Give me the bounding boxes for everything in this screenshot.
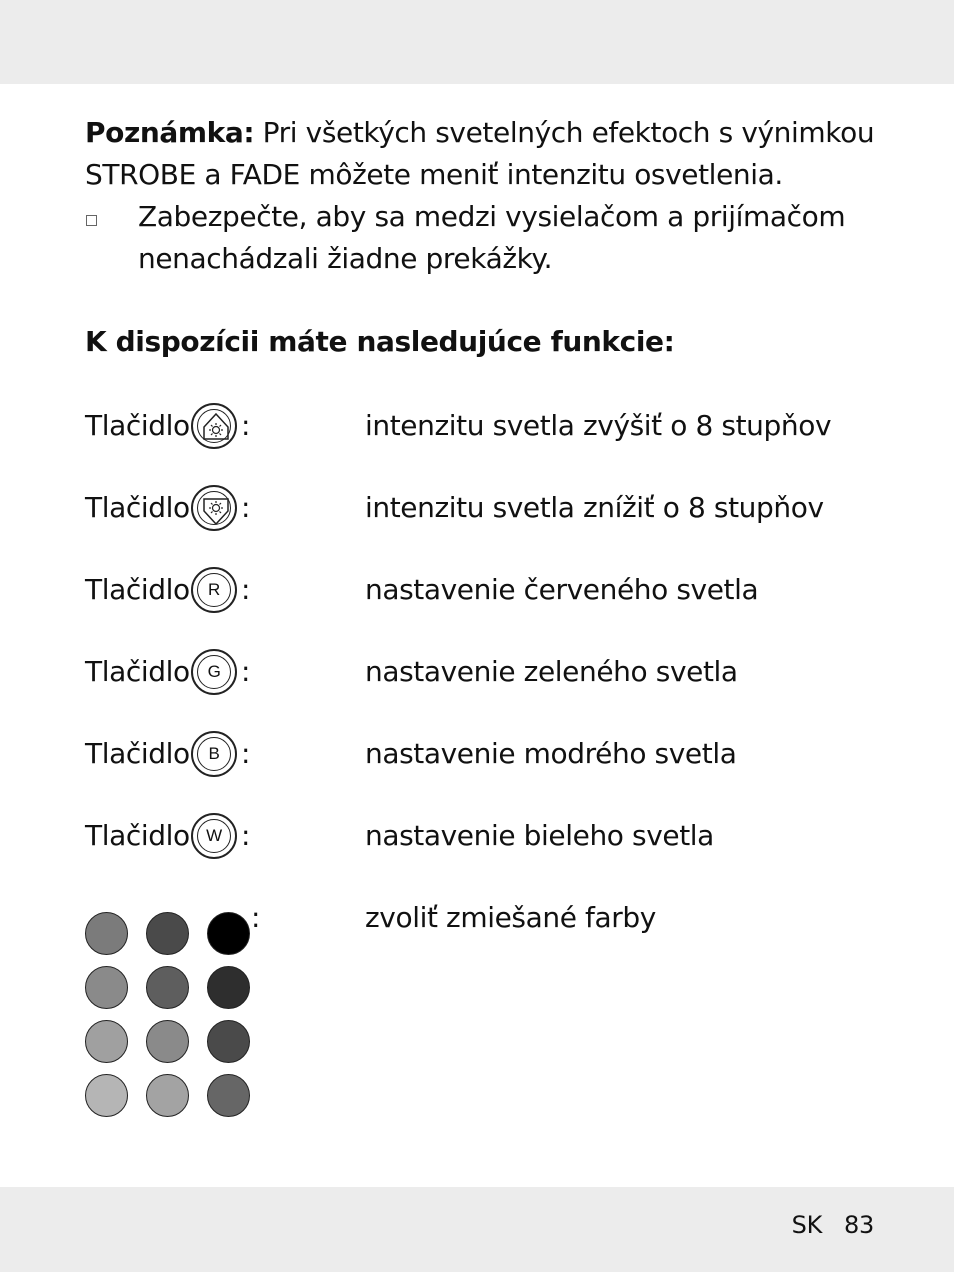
function-row-green [85, 648, 885, 696]
b-letter: B [208, 744, 220, 763]
mixed-color-button [207, 912, 250, 955]
function-description: nastavenie modrého svetla [365, 737, 737, 770]
function-row-brightness-down [85, 484, 885, 532]
function-colon: : [241, 409, 251, 442]
note-label: Poznámka: [85, 116, 255, 149]
bullet-item [85, 196, 885, 280]
function-colon: : [241, 737, 251, 770]
function-row-white [85, 812, 885, 860]
function-row-blue [85, 730, 885, 778]
function-label: Tlačidlo [85, 573, 190, 606]
page-footer [792, 1210, 874, 1240]
function-description: intenzitu svetla zvýšiť o 8 stupňov [365, 409, 832, 442]
mixed-color-button [207, 966, 250, 1009]
function-row-brightness-up [85, 402, 885, 450]
function-row-red [85, 566, 885, 614]
note-paragraph [85, 112, 885, 196]
page-number: 83 [844, 1211, 874, 1239]
function-colon: : [241, 655, 251, 688]
mixed-color-buttons-grid [85, 912, 255, 1118]
g-button-icon [191, 649, 237, 695]
top-band [0, 0, 954, 84]
mixed-color-button [207, 1020, 250, 1063]
b-button-icon [191, 731, 237, 777]
function-colon: : [251, 901, 261, 934]
function-label: Tlačidlo [85, 819, 190, 852]
function-description: zvoliť zmiešané farby [365, 901, 656, 934]
bullet-text-line2: nenachádzali žiadne prekážky. [138, 242, 553, 275]
mixed-color-button [146, 966, 189, 1009]
mixed-color-button [146, 1074, 189, 1117]
note-text: Pri všetkých svetelných efektoch s výnimkou STROBE a FADE môžete meniť intenzitu osvetlenia. [85, 116, 875, 191]
brightness-up-icon [191, 403, 237, 449]
function-colon: : [241, 573, 251, 606]
mixed-color-button [85, 1074, 128, 1117]
w-button-icon [191, 813, 237, 859]
function-colon: : [241, 819, 251, 852]
brightness-down-icon [191, 485, 237, 531]
function-label: Tlačidlo [85, 409, 190, 442]
mixed-color-button [85, 1020, 128, 1063]
function-description: nastavenie bieleho svetla [365, 819, 714, 852]
function-description: intenzitu svetla znížiť o 8 stupňov [365, 491, 824, 524]
function-description: nastavenie zeleného svetla [365, 655, 738, 688]
function-label: Tlačidlo [85, 491, 190, 524]
mixed-color-button [146, 1020, 189, 1063]
language-code: SK [791, 1211, 823, 1239]
function-description: nastavenie červeného svetla [365, 573, 759, 606]
functions-heading: K dispozícii máte nasledujúce funkcie: [85, 325, 675, 358]
mixed-color-button [85, 912, 128, 955]
bullet-square-icon [86, 215, 97, 226]
r-letter: R [208, 580, 220, 599]
w-letter: W [206, 826, 222, 845]
function-label: Tlačidlo [85, 655, 190, 688]
function-colon: : [241, 491, 251, 524]
mixed-color-button [146, 912, 189, 955]
mixed-color-button [207, 1074, 250, 1117]
function-label: Tlačidlo [85, 737, 190, 770]
r-button-icon [191, 567, 237, 613]
bullet-text-line1: Zabezpečte, aby sa medzi vysielačom a prijímačom [138, 200, 846, 233]
g-letter: G [207, 662, 221, 681]
mixed-color-button [85, 966, 128, 1009]
